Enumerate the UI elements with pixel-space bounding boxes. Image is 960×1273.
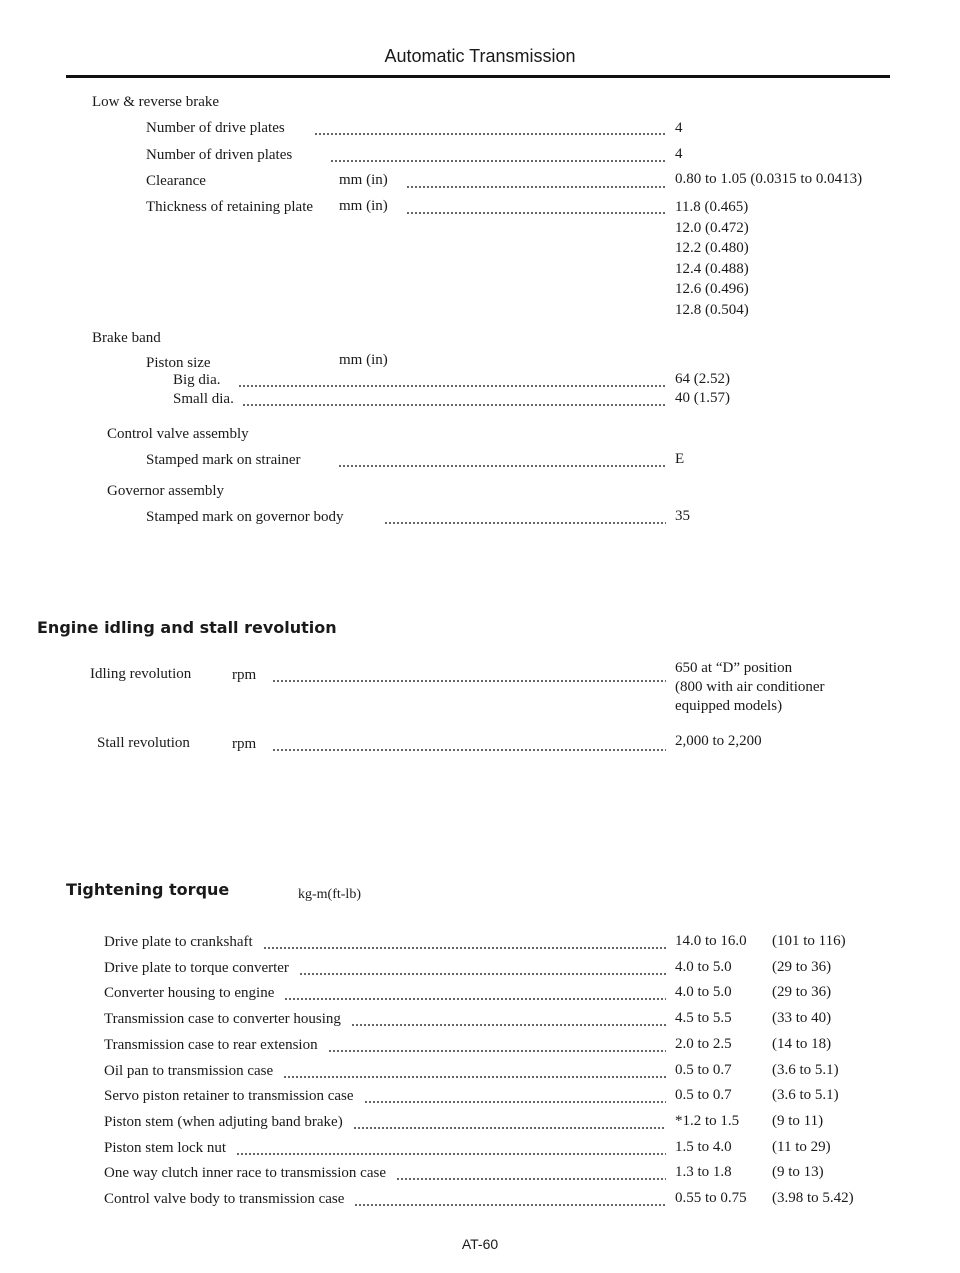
small-dia-label: Small dia. bbox=[173, 391, 234, 407]
torque-row-metric: 1.5 to 4.0 bbox=[675, 1139, 732, 1155]
retaining-plate-value: 11.8 (0.465) bbox=[675, 199, 749, 215]
stall-label: Stall revolution bbox=[97, 735, 190, 751]
stall-value: 2,000 to 2,200 bbox=[675, 733, 762, 749]
torque-row-imperial: (29 to 36) bbox=[772, 984, 832, 1000]
control-valve-title: Control valve assembly bbox=[107, 426, 249, 442]
retaining-plate-value: 12.4 (0.488) bbox=[675, 260, 749, 277]
idling-value-line: 650 at “D” position bbox=[675, 660, 793, 676]
torque-row-imperial: (11 to 29) bbox=[772, 1139, 831, 1155]
torque-row-imperial: (3.6 to 5.1) bbox=[772, 1062, 839, 1078]
idling-unit: rpm bbox=[232, 667, 257, 683]
tightening-torque-section-title: Tightening torque bbox=[66, 880, 230, 899]
retaining-plate-value: 12.2 (0.480) bbox=[675, 240, 749, 256]
torque-row-imperial: (14 to 18) bbox=[772, 1036, 832, 1052]
leader-dots bbox=[299, 973, 666, 975]
leader-dots bbox=[272, 680, 666, 682]
small-dia-value: 40 (1.57) bbox=[675, 390, 730, 406]
drive-plates-label: Number of drive plates bbox=[146, 120, 285, 136]
torque-row-imperial: (101 to 116) bbox=[772, 933, 846, 949]
brake-band-title: Brake band bbox=[92, 330, 161, 346]
clearance-value: 0.80 to 1.05 (0.0315 to 0.0413) bbox=[675, 171, 863, 187]
torque-row-metric: 4.0 to 5.0 bbox=[675, 984, 732, 1000]
retaining-plate-unit: mm (in) bbox=[339, 198, 388, 214]
torque-row-metric: 14.0 to 16.0 bbox=[675, 933, 747, 949]
leader-dots bbox=[238, 385, 666, 387]
retaining-plate-value: 12.6 (0.496) bbox=[675, 281, 749, 297]
governor-title: Governor assembly bbox=[107, 483, 225, 499]
stall-unit: rpm bbox=[232, 736, 257, 752]
leader-dots bbox=[328, 1050, 666, 1052]
big-dia-label: Big dia. bbox=[173, 372, 221, 388]
torque-row-label: Piston stem lock nut bbox=[104, 1140, 227, 1156]
torque-row-label: One way clutch inner race to transmission case bbox=[104, 1165, 386, 1181]
torque-row-imperial: (9 to 11) bbox=[772, 1113, 824, 1129]
retaining-plate-values bbox=[675, 197, 749, 320]
page-header-title: Automatic Transmission bbox=[384, 46, 576, 66]
engine-idling-section-title: Engine idling and stall revolution bbox=[37, 618, 337, 637]
torque-row-label: Transmission case to rear extension bbox=[104, 1037, 318, 1053]
low-reverse-brake-title: Low & reverse brake bbox=[92, 94, 220, 110]
idling-value bbox=[675, 659, 825, 716]
torque-row-metric: 0.5 to 0.7 bbox=[675, 1087, 732, 1103]
leader-dots bbox=[351, 1024, 666, 1026]
retaining-plate-value: 12.0 (0.472) bbox=[675, 219, 749, 236]
torque-row-imperial: (3.6 to 5.1) bbox=[772, 1087, 839, 1103]
torque-row-metric: 0.5 to 0.7 bbox=[675, 1062, 732, 1078]
leader-dots bbox=[396, 1178, 666, 1180]
strainer-label: Stamped mark on strainer bbox=[146, 452, 301, 468]
leader-dots bbox=[314, 133, 666, 135]
strainer-value: E bbox=[675, 451, 685, 467]
torque-row-imperial: (9 to 13) bbox=[772, 1164, 824, 1180]
torque-row-label: Drive plate to torque converter bbox=[104, 960, 289, 976]
header-rule bbox=[66, 75, 890, 78]
leader-dots bbox=[272, 749, 666, 751]
governor-body-value: 35 bbox=[675, 508, 690, 524]
leader-dots bbox=[353, 1127, 666, 1129]
torque-row-metric: 2.0 to 2.5 bbox=[675, 1036, 732, 1052]
leader-dots bbox=[406, 186, 666, 188]
leader-dots bbox=[384, 522, 666, 524]
drive-plates-value: 4 bbox=[675, 120, 683, 136]
retaining-plate-label: Thickness of retaining plate bbox=[146, 199, 314, 215]
driven-plates-value: 4 bbox=[675, 146, 683, 162]
leader-dots bbox=[284, 998, 666, 1000]
torque-row-label: Piston stem (when adjuting band brake) bbox=[104, 1114, 343, 1130]
leader-dots bbox=[242, 404, 666, 406]
torque-row-label: Oil pan to transmission case bbox=[104, 1063, 274, 1079]
torque-row-label: Converter housing to engine bbox=[104, 985, 275, 1001]
idling-label: Idling revolution bbox=[90, 666, 192, 682]
torque-row-label: Transmission case to converter housing bbox=[104, 1011, 341, 1027]
leader-dots bbox=[330, 160, 666, 162]
torque-row-imperial: (3.98 to 5.42) bbox=[772, 1190, 854, 1206]
torque-row-imperial: (33 to 40) bbox=[772, 1010, 832, 1026]
torque-row-label: Control valve body to transmission case bbox=[104, 1191, 345, 1207]
governor-body-label: Stamped mark on governor body bbox=[146, 509, 344, 525]
torque-unit: kg-m(ft-lb) bbox=[298, 887, 361, 902]
driven-plates-label: Number of driven plates bbox=[146, 147, 293, 163]
leader-dots bbox=[283, 1076, 666, 1078]
clearance-label: Clearance bbox=[146, 173, 206, 189]
torque-row-label: Servo piston retainer to transmission case bbox=[104, 1088, 354, 1104]
torque-row-imperial: (29 to 36) bbox=[772, 959, 832, 975]
piston-size-unit: mm (in) bbox=[339, 352, 388, 368]
leader-dots bbox=[236, 1153, 666, 1155]
clearance-unit: mm (in) bbox=[339, 172, 388, 188]
retaining-plate-value: 12.8 (0.504) bbox=[675, 301, 749, 318]
leader-dots bbox=[354, 1204, 666, 1206]
idling-value-line: (800 with air conditioner bbox=[675, 679, 825, 695]
piston-size-label: Piston size bbox=[146, 355, 211, 371]
torque-row-metric: 1.3 to 1.8 bbox=[675, 1164, 732, 1180]
torque-row-metric: 4.5 to 5.5 bbox=[675, 1010, 732, 1026]
leader-dots bbox=[338, 465, 666, 467]
torque-row-metric: *1.2 to 1.5 bbox=[675, 1113, 740, 1129]
torque-row-metric: 4.0 to 5.0 bbox=[675, 959, 732, 975]
leader-dots bbox=[406, 212, 666, 214]
page-number: AT-60 bbox=[461, 1236, 499, 1252]
leader-dots bbox=[263, 947, 666, 949]
leader-dots bbox=[364, 1101, 666, 1103]
idling-value-line: equipped models) bbox=[675, 698, 783, 714]
big-dia-value: 64 (2.52) bbox=[675, 371, 730, 387]
torque-row-label: Drive plate to crankshaft bbox=[104, 934, 253, 950]
torque-row-metric: 0.55 to 0.75 bbox=[675, 1190, 747, 1206]
